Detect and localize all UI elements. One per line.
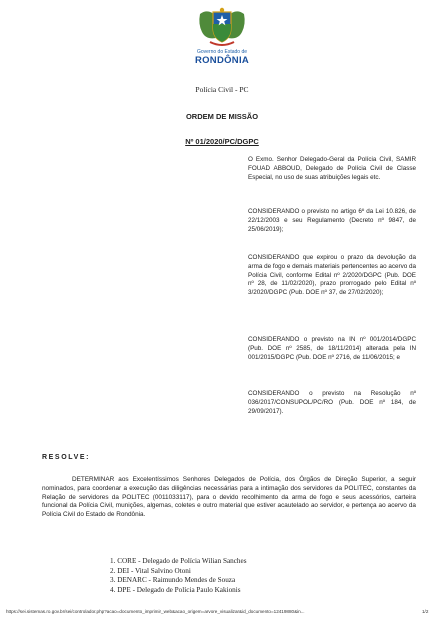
preamble-text: CONSIDERANDO o previsto na IN nº 001/2014/DGPC (Pub. DOE nº 2585, de 18/11/2014) alterada pela IN 001/2015/DGPC (Pub. DOE nº 2716, de 11/06/2015; e bbox=[248, 336, 416, 361]
list-item: 1. CORE - Delegado de Polícia Wilian Sanches bbox=[110, 557, 247, 565]
preamble-paragraph-2 bbox=[248, 208, 416, 234]
assignment-list bbox=[110, 557, 247, 595]
rondonia-coat-of-arms-icon bbox=[196, 6, 248, 48]
list-item: 2. DEI - Vital Salvino Otoni bbox=[110, 566, 191, 575]
resolve-heading: RESOLVE: bbox=[42, 454, 91, 461]
document-title: ORDEM DE MISSÃO bbox=[185, 112, 259, 121]
preamble-paragraph-1 bbox=[248, 156, 416, 182]
unit-name: Polícia Civil - PC bbox=[195, 85, 249, 94]
preamble-text: CONSIDERANDO o previsto no artigo 6º da Lei 10.826, de 22/12/2003 e seu Regulamento (Decreto nº 9847, de 25/06/2019); bbox=[248, 208, 416, 233]
list-item: 4. DPE - Delegado de Polícia Paulo Kakionis bbox=[110, 585, 241, 594]
footer-url: https://sei.sistemas.ro.gov.br/sei/controlador.php?acao=documento_imprimir_web&acao_origem=arvore_visualizar&id_documento=12419880&in... bbox=[6, 609, 305, 614]
preamble-text: O Exmo. Senhor Delegado-Geral da Polícia Civil, SAMIR FOUAD ABBOUD, Delegado de Polícia Civil de Classe Especial, no uso de suas atribuições legais etc. bbox=[248, 156, 416, 181]
preamble-text: CONSIDERANDO o previsto na Resolução nº 036/2017/CONSUPOL/PC/RO (Pub. DOE nº 184, de 29/09/2017). bbox=[248, 390, 416, 415]
preamble-text: CONSIDERANDO que expirou o prazo da devolução da arma de fogo e demais materiais pertencentes ao acervo da Polícia Civil, conforme Edital nº 2/2020/DGPC (Pub. DOE nº 28, de 11/02/2020), prazo prorrogado pelo Edital nº 3/2020/DGPC (Pub. DOE nº 37, de 27/02/2020); bbox=[248, 254, 417, 296]
determination-paragraph: DETERMINAR aos Excelentíssimos Senhores Delegados de Polícia, dos Órgãos de Direção Superior, a seguir nominados, para coordenar a execução das diligências necessárias para a intimação dos servidores da POLITEC, constantes da Relação de servidores da POLITEC (0011033117), para o devido recolhimento da arma de fogo e seus acessórios, carteira funcional da Polícia Civil, munições, algemas, coletes e outro material que estiver acautelado ao servidor, e pertença ao acervo da Polícia Civil do Estado de Rondônia. bbox=[42, 476, 416, 519]
government-line: Governo do Estado de bbox=[196, 49, 248, 55]
document-number: Nº 01/2020/PC/DGPC bbox=[185, 137, 259, 146]
page-number: 1/2 bbox=[422, 609, 429, 614]
preamble-paragraph-3 bbox=[248, 254, 416, 298]
list-item: 3. DENARC - Raimundo Mendes de Souza bbox=[110, 576, 236, 585]
preamble-paragraph-5 bbox=[248, 390, 416, 416]
preamble-paragraph-4 bbox=[248, 336, 416, 362]
state-name: RONDÔNIA bbox=[194, 55, 250, 66]
